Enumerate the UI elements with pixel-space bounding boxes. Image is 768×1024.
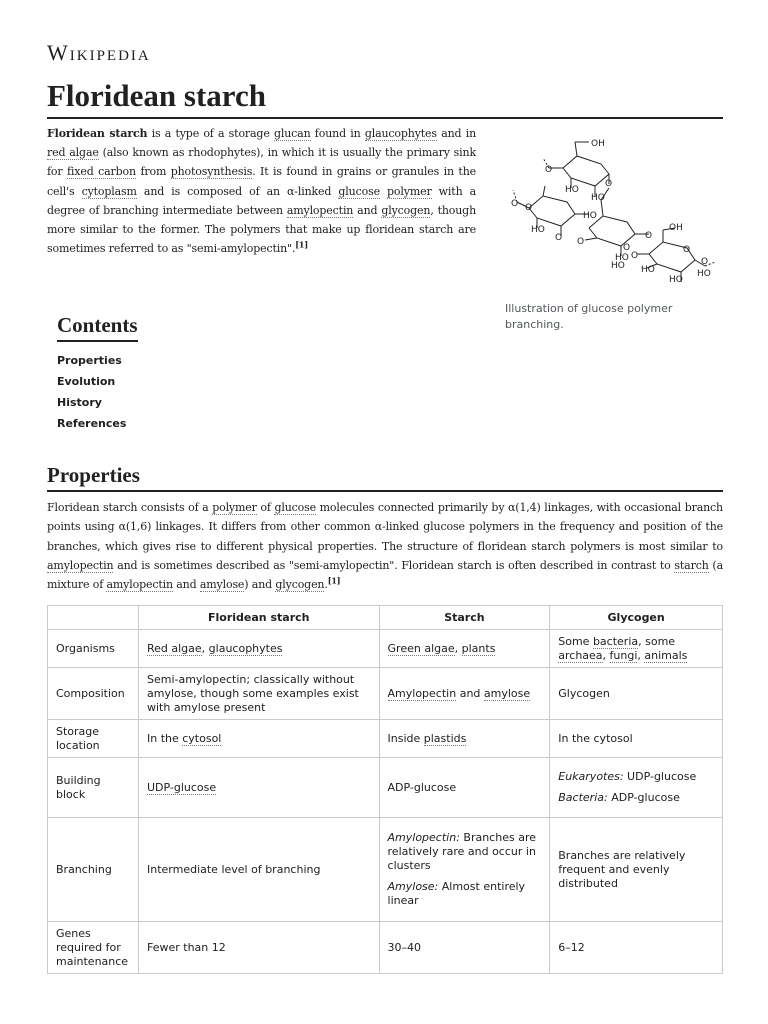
table-cell	[550, 630, 723, 668]
wiki-link[interactable]: archaea	[558, 648, 603, 662]
molecule-atom-label: HO	[591, 193, 605, 203]
molecule-atom-label: OH	[591, 139, 605, 149]
italic-term: Amylose:	[387, 880, 439, 893]
wiki-link[interactable]: cytoplasm	[81, 184, 137, 198]
molecule-atom-label: O	[623, 243, 631, 253]
wiki-link[interactable]: glucose	[338, 184, 380, 198]
molecule-atom-label: O	[605, 179, 613, 189]
table-header-cell: Floridean starch	[138, 606, 379, 630]
molecule-atom-label: HO	[697, 269, 711, 279]
molecule-atom-label: O	[683, 245, 691, 255]
wiki-link[interactable]: red algae	[47, 146, 99, 160]
cell-paragraph: 6–12	[558, 940, 585, 954]
wiki-link[interactable]: cytosol	[182, 731, 222, 745]
glucose-polymer-structure	[505, 130, 720, 295]
molecule-atom-label: HO	[531, 225, 545, 235]
row-label: Building block	[48, 758, 139, 818]
molecule-atom-label: O	[577, 237, 585, 247]
wiki-link[interactable]: amylopectin	[286, 203, 354, 217]
table-cell	[379, 630, 550, 668]
wiki-link[interactable]: glaucophytes	[364, 127, 437, 140]
wiki-link[interactable]: Amylopectin	[387, 686, 457, 700]
table-row	[48, 922, 723, 974]
table-cell	[550, 922, 723, 974]
table-row	[48, 758, 723, 818]
wiki-link[interactable]: starch	[674, 558, 709, 572]
molecule-atom-label: O	[511, 199, 519, 209]
cell-paragraph: Semi-amylopectin; classically without amylose, though some examples exist with amylose present	[146, 672, 359, 714]
table-header-cell: Glycogen	[550, 606, 723, 630]
italic-term: Amylopectin:	[387, 831, 460, 844]
cell-paragraph: Branches are relatively frequent and evenly distributed	[558, 848, 686, 890]
toc-list	[57, 350, 138, 434]
cell-paragraph	[147, 781, 371, 795]
wiki-link[interactable]: plastids	[423, 731, 467, 745]
table-cell	[138, 818, 379, 922]
row-label: Composition	[48, 668, 139, 720]
table-cell	[379, 720, 550, 758]
molecule-atom-label: O	[645, 231, 653, 241]
table-cell	[138, 668, 379, 720]
cell-paragraph: Eukaryotes: UDP-glucose	[558, 770, 697, 783]
table-cell	[138, 720, 379, 758]
toc-item-references[interactable]: References	[57, 417, 127, 430]
wiki-link[interactable]: animals	[644, 648, 688, 662]
cell-paragraph: Amylopectin: Branches are relatively rare and occur in clusters	[387, 831, 536, 872]
wiki-link[interactable]: Green algae	[387, 641, 455, 655]
molecule-atom-label: OH	[669, 223, 683, 233]
table-header-cell: Starch	[379, 606, 550, 630]
wiki-link[interactable]: amylose	[483, 686, 531, 700]
molecule-atom-label: HO	[565, 185, 579, 195]
comparison-table	[47, 605, 723, 974]
page-title: Floridean starch	[47, 76, 723, 119]
italic-term: Eukaryotes:	[558, 770, 624, 783]
wikipedia-logo[interactable]: Wikipedia	[47, 40, 151, 65]
wiki-link[interactable]: fungi	[609, 648, 638, 662]
table-cell	[550, 720, 723, 758]
citation-ref[interactable]: [1]	[295, 239, 308, 250]
table-row	[48, 630, 723, 668]
table-row	[48, 818, 723, 922]
cell-paragraph: Red algae, glaucophytes	[146, 641, 283, 655]
wiki-link[interactable]: glycogen	[275, 578, 325, 592]
table-cell	[379, 668, 550, 720]
wiki-link[interactable]: amylopectin	[47, 558, 114, 572]
wiki-link[interactable]: glycogen	[381, 203, 431, 217]
table-header-row	[48, 606, 723, 630]
table-cell	[379, 922, 550, 974]
table-header-cell	[48, 606, 139, 630]
wiki-link[interactable]: glaucophytes	[208, 641, 283, 655]
molecule-atom-label: O	[701, 257, 709, 267]
row-label: Storage location	[48, 720, 139, 758]
cell-paragraph: Inside plastids	[387, 731, 467, 745]
properties-paragraph: Floridean starch consists of a polymer of glucose molecules connected primarily by α(1,4) linkages, with occasional branch points using α(1,6) linkages. It differs from other common α-linked glucose polymers in the frequency and position of the branches, which gives rise to different physical properties. The structure of floridean starch polymers is most similar to amylopectin and is sometimes described as "semi-amylopectin". Floridean starch is often described in contrast to starch (a mixture of amylopectin and amylose) and glycogen.[1]	[47, 501, 723, 592]
cell-paragraph: In the cytosol	[146, 731, 222, 745]
row-label: Branching	[48, 818, 139, 922]
molecule-atom-label: HO	[669, 275, 683, 285]
wiki-link[interactable]: fixed carbon	[67, 165, 136, 179]
wiki-link[interactable]: polymer	[212, 501, 257, 514]
table-cell	[138, 922, 379, 974]
cell-paragraph: In the cytosol	[558, 731, 633, 745]
table-cell	[379, 758, 550, 818]
cell-paragraph: Green algae, plants	[387, 641, 496, 655]
cell-paragraph: 30–40	[387, 940, 422, 954]
toc-item-evolution[interactable]: Evolution	[57, 375, 116, 388]
wiki-link[interactable]: Red algae	[146, 641, 202, 655]
molecule-atom-label: O	[555, 233, 563, 243]
molecule-atom-label: HO	[583, 211, 597, 221]
wiki-link[interactable]: amylopectin	[106, 578, 173, 592]
cell-paragraph: Some bacteria, some archaea, fungi, animals	[558, 634, 688, 662]
molecule-atom-label: O	[545, 165, 553, 175]
section-heading-properties: Properties	[47, 461, 723, 492]
molecule-atom-label: O	[631, 251, 639, 261]
table-cell	[138, 630, 379, 668]
wiki-link[interactable]: photosynthesis	[170, 165, 253, 179]
figure-caption: Illustration of glucose polymer branching.	[505, 302, 673, 331]
wiki-link[interactable]: glucose	[274, 501, 316, 514]
molecule-atom-label: O	[525, 203, 533, 213]
wiki-link[interactable]: UDP-glucose	[146, 780, 217, 794]
table-cell	[550, 758, 723, 818]
figure	[505, 130, 720, 333]
cell-paragraph: Amylopectin and amylose	[387, 686, 531, 700]
cell-paragraph: Intermediate level of branching	[146, 862, 321, 876]
cell-paragraph: Glycogen	[558, 686, 610, 700]
cell-paragraph: Amylose: Almost entirely linear	[387, 880, 526, 907]
citation-ref[interactable]: [1]	[327, 575, 341, 586]
cell-paragraph: Fewer than 12	[146, 940, 226, 954]
table-row	[48, 720, 723, 758]
toc-item-history[interactable]: History	[57, 396, 102, 409]
italic-term: Bacteria:	[558, 791, 608, 804]
table-cell	[379, 818, 550, 922]
table-cell	[550, 668, 723, 720]
table-cell	[550, 818, 723, 922]
wiki-link[interactable]: polymer	[387, 184, 432, 198]
toc-title: Contents	[57, 312, 138, 342]
wiki-link[interactable]: glucan	[273, 127, 311, 140]
row-label: Genes required for maintenance	[48, 922, 139, 974]
wiki-link[interactable]: plants	[461, 641, 496, 655]
cell-paragraph: ADP-glucose	[387, 780, 457, 794]
table-row	[48, 668, 723, 720]
molecule-atom-label: HO	[615, 253, 629, 263]
molecule-atom-label: HO	[641, 265, 655, 275]
table-of-contents	[57, 312, 138, 434]
bold-term: Floridean starch	[47, 127, 148, 140]
toc-item-properties[interactable]: Properties	[57, 354, 122, 367]
table-cell	[138, 758, 379, 818]
intro-paragraph: Floridean starch is a type of a storage glucan found in glaucophytes and in red algae (also known as rhodophytes), in which it is usually the primary sink for fixed carbon from photosynthesis. It is found in grains or granules in the cell's cytoplasm and is composed of an α-linked glucose polymer with a degree of branching intermediate between amylopectin and glycogen, though more similar to the former. The polymers that make up floridean starch are sometimes referred to as "semi-amylopectin".[1]	[47, 127, 477, 256]
molecule-atom-label: HO	[611, 261, 625, 271]
cell-paragraph: Bacteria: ADP-glucose	[558, 791, 680, 804]
wiki-link[interactable]: bacteria	[592, 634, 639, 648]
row-label: Organisms	[48, 630, 139, 668]
wiki-link[interactable]: amylose	[199, 578, 245, 592]
